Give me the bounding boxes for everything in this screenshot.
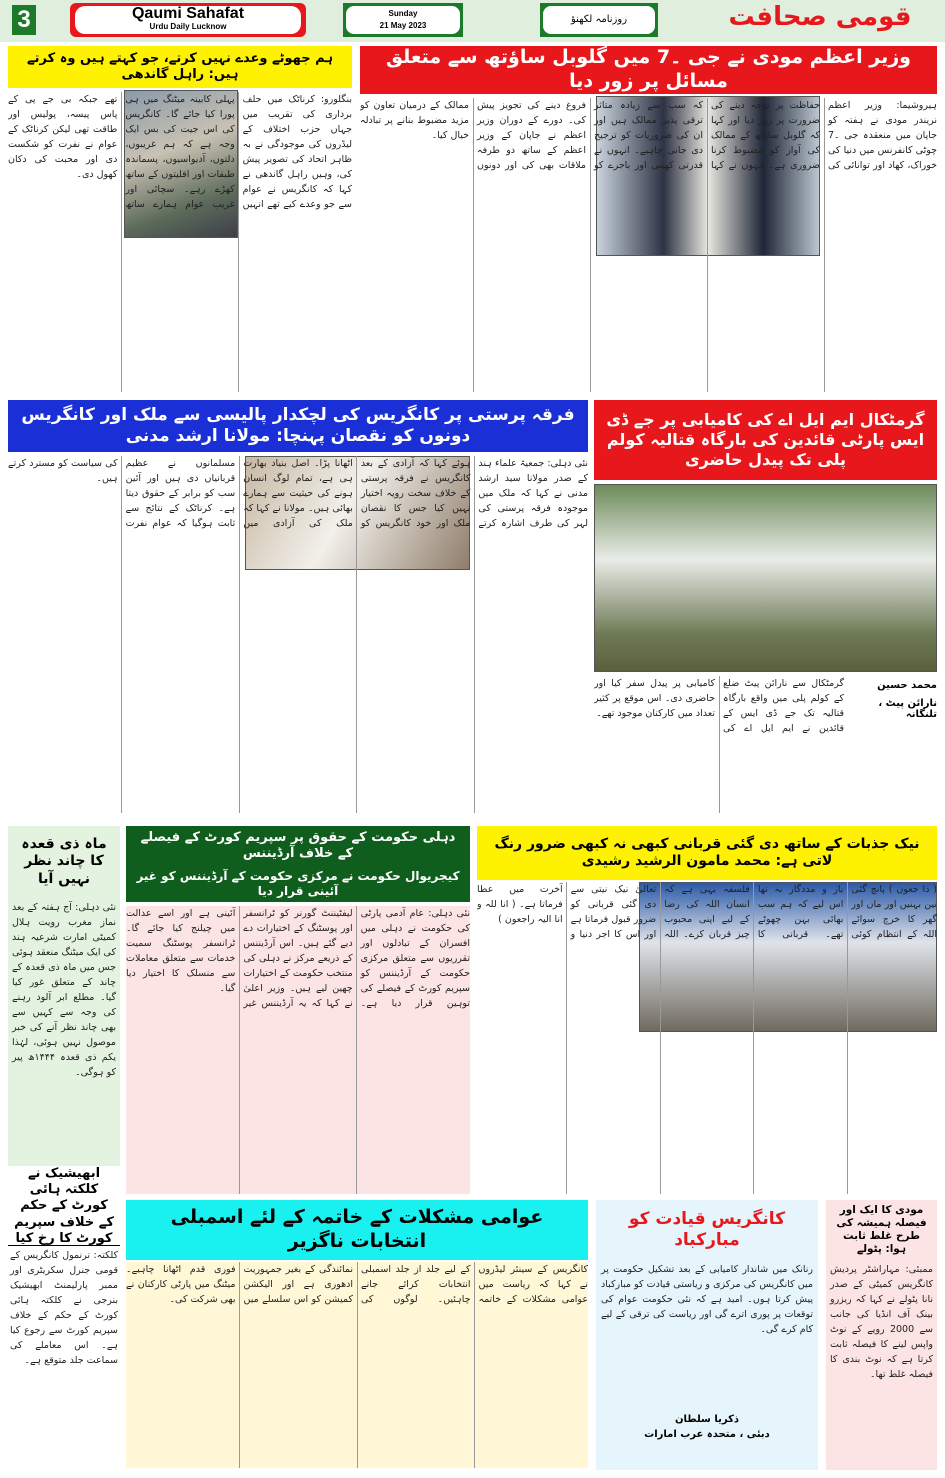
headline: دہلی حکومت کے حقوق پر سپریم کورٹ کے فیصلے کے خلاف آرڈیننس <box>126 826 470 866</box>
urdu-tag-box <box>540 3 658 37</box>
headline: فرقہ پرستی پر کانگریس کی لچکدار پالیسی سے ملک اور کانگریس دونوں کو نقصان پہنچا: مولانا ارشد مدنی <box>8 400 588 452</box>
headline: کانگریس قیادت کو مبارکباد <box>628 1208 786 1250</box>
article-delhi-ordinance <box>126 826 470 1196</box>
title-en: Qaumi Sahafat <box>131 5 245 22</box>
article-rahul-gandhi <box>8 46 352 394</box>
article-body: گرمٹکال سے نارائن پیٹ ضلع کے کولم پلی میں واقع بارگاہ قتالیہ تک جے ڈی ایس کے قائدین نے ایم ایل اے کی کامیابی پر پیدل سفر کیا اور حاضری دی۔ اس موقع پر کثیر تعداد میں کارکنان موجود تھے۔ <box>594 678 844 734</box>
photo-jds-group <box>594 484 937 672</box>
headline: مودی کا ایک اور فیصلہ ہمیشہ کی طرح غلط ثابت ہوا: پٹولے <box>836 1203 927 1256</box>
day: Sunday <box>388 9 418 18</box>
article-assembly-elections <box>126 1200 588 1470</box>
headline: نیک جذبات کے ساتھ دی گئی قربانی کبھی نہ کبھی ضرور رنگ لاتی ہے: محمد مامون الرشید رشیدی <box>477 826 937 880</box>
article-moon-sighting <box>8 826 120 1166</box>
article-body: ممبئی: مہاراشٹر پردیش کانگریس کمیٹی کے صدر نانا پٹولے نے کہا کہ ریزرو بینک آف انڈیا کی جانب سے 2000 روپے کے نوٹ واپس لینے کا فیصلہ ثابت کرتا ہے کہ نوٹ بندی کا فیصلہ غلط تھا۔ <box>830 1264 934 1380</box>
headline: وزیر اعظم مودی نے جی ۔7 میں گلوبل ساؤتھ سے متعلق مسائل پر زور دیا <box>360 46 937 94</box>
article-jds-padyatra <box>594 400 937 815</box>
article-body: نئی دہلی: جمعیۃ علماء ہند کے صدر مولانا سید ارشد مدنی نے کہا کہ ملک میں موجودہ فرقہ پرستی کی لہر کی طرف اشارہ کرتے ہوئے کہا کہ آزادی کے بعد کانگریس نے فرقہ پرستی کے خلاف سخت رویہ اختیار نہیں کیا جس کا نقصان ملک اور خود کانگریس کو اٹھانا پڑا۔ اصل بنیاد بھارت ہی ہے، تمام لوگ انسان ہونے کی حیثیت سے ہمارے بھائی ہیں۔ مولانا نے کہا کہ ملک کی آزادی میں مسلمانوں نے عظیم قربانیاں دی ہیں اور آئین سب کو برابر کے حقوق دیتا ہے۔ کرناٹک کے نتائج سے ثابت ہوگیا کہ عوام نفرت کی سیاست کو مسترد کرتے ہیں۔ <box>8 458 588 529</box>
masthead <box>0 0 945 42</box>
headline: ابھیشیک نے کلکتہ ہائی کورٹ کے حکم کے خلاف سپریم کورٹ کا رخ کیا <box>8 1168 120 1246</box>
article-abhishek <box>8 1165 120 1468</box>
article-body: نئی دہلی: آج ہفتہ کے بعد نماز مغرب رویت ہلال کمیٹی امارت شرعیہ ہند کی ایک میٹنگ منعقد ہوئی جس میں ماہ ذی قعدہ کے چاند کے متعلق غور کیا گیا۔ مطلع ابر آلود رہنے کی وجہ سے کہیں سے بھی چاند نظر آنے کی خبر موصول نہیں ہوئی، لہٰذا یکم ذی قعدہ ۱۴۴۴ھ پیر کو ہوگی۔ <box>12 902 116 1078</box>
article-body: ہیروشیما: وزیر اعظم نریندر مودی نے ہفتہ کو جاپان میں منعقدہ جی ۔7 چوٹی کانفرنس میں دنیا کی خوراک، کھاد اور توانائی کی حفاظت پر توجہ دینے کی ضرورت پر زور دیا اور کہا کہ گلوبل ساؤتھ کے ممالک کی آواز کو مضبوط کرنا ضروری ہے۔ انہوں نے کہا کہ سب سے زیادہ متاثر ترقی پذیر ممالک ہیں اور ان کی ضروریات کو ترجیح دی جانی چاہیے۔ انہوں نے قدرتی کھیتی اور باجرے کو فروغ دینے کی تجویز پیش کی۔ دورے کے دوران وزیر اعظم نے جاپان کے وزیر اعظم کے ساتھ دو طرفہ ملاقات بھی کی اور دونوں ممالک کے درمیان تعاون کو مزید مضبوط بنانے پر تبادلہ خیال کیا۔ <box>360 100 937 171</box>
urdu-tag: روزنامہ لکھنؤ <box>543 6 655 34</box>
article-body: کلکتہ: ترنمول کانگریس کے قومی جنرل سکریٹری اور ممبر پارلیمنٹ ابھیشیک بنرجی نے کلکتہ ہائی کورٹ کے حکم کے خلاف سپریم کورٹ سے رجوع کیا ہے۔ اس معاملے کی سماعت جلد متوقع ہے۔ <box>10 1250 118 1366</box>
english-logo <box>70 3 306 37</box>
article-body: نئی دہلی: عام آدمی پارٹی کی حکومت نے دہلی میں افسران کے تبادلوں اور تقرریوں سے متعلق مرکزی حکومت کے آرڈیننس کو سپریم کورٹ کے فیصلے کی توہین قرار دیا ہے۔ لیفٹیننٹ گورنر کو ٹرانسفر اور پوسٹنگ کے اختیارات دے دیے گئے ہیں۔ اس آرڈیننس کے ذریعے مرکز نے دہلی کی منتخب حکومت کے اختیارات چھین لیے ہیں۔ وزیر اعلیٰ نے کہا کہ یہ آرڈیننس غیر آئینی ہے اور اسے عدالت میں چیلنج کیا جائے گا۔ ٹرانسفر پوسٹنگ سمیت خدمات سے متعلق معاملات سے منسلک کا اختیار دیا گیا۔ <box>126 906 470 1194</box>
article-modi-g7 <box>360 46 937 394</box>
reporter-name: محمد حسین <box>877 680 937 691</box>
title-ur: قومی صحافت <box>728 2 912 32</box>
article-mamoon-rashidi <box>477 826 937 1196</box>
headline: ہم جھوٹے وعدے نہیں کرتے، جو کہتے ہیں وہ کرتے ہیں: راہل گاندھی <box>8 46 352 88</box>
page-number: 3 <box>12 5 36 35</box>
author-name: ذکریا سلطان <box>674 1414 740 1425</box>
article-body: ( ذا جعون ) پانچ گئی تین بہنیں اور ماں اور گھر کا خرچ سوائے اللہ کے انتظام کوئی یار و مددگار نہ تھا اس لیے کہ ہم سب بھائی بہن چھوٹے تھے۔ قربانی کا فلسفہ یہی ہے کہ انسان اللہ کی رضا کے لیے اپنی محبوب چیز قربان کرے۔ اللہ تعالیٰ نیک نیتی سے دی گئی قربانی کو ضرور قبول فرماتا ہے اور اس کا اجر دنیا و آخرت میں عطا فرماتا ہے۔ ( انا للہ و انا الیہ راجعون ) <box>477 884 937 940</box>
date-box <box>343 3 463 37</box>
article-body: بنگلورو: کرناٹک میں حلف برداری کی تقریب میں جہاں حزب اختلاف کے لیڈروں کی موجودگی نے بہ ظاہر اتحاد کی تصویر پیش کی، وہیں راہل گاندھی نے کہا کہ کانگریس نے عوام سے جو وعدے کیے تھے انہیں پہلی کابینہ میٹنگ میں ہی پورا کیا جائے گا۔ کانگریس کی اس جیت کی بس ایک وجہ ہے کہ ہم غریبوں، دلتوں، آدیواسیوں، پسماندہ طبقات اور اقلیتوں کے ساتھ کھڑے رہے۔ سچائی اور غریب عوام ہمارے ساتھ تھے جبکہ بی جے پی کے پاس پیسہ، پولیس اور طاقت تھی لیکن کرناٹک کے عوام نے نفرت کو شکست دی اور محبت کی دکان کھول دی۔ <box>8 94 352 210</box>
date: 21 May 2023 <box>379 21 427 30</box>
reporter-place: نارائن پیٹ ، تلنگانہ <box>878 698 937 720</box>
headline: عوامی مشکلات کے خاتمہ کے لئے اسمبلی انتخابات ناگزیر <box>126 1200 588 1260</box>
article-congress-congrats <box>596 1200 818 1470</box>
article-body: کانگریس کے سینئر لیڈروں نے کہا کہ ریاست میں عوامی مشکلات کے خاتمہ کے لیے جلد از جلد اسمبلی انتخابات کرائے جانے چاہئیں۔ لوگوں کی نمائندگی کے بغیر جمہوریت ادھوری ہے اور الیکشن کمیشن کو اس سلسلے میں فوری قدم اٹھانا چاہیے۔ میٹنگ میں پارٹی کارکنان نے بھی شرکت کی۔ <box>126 1262 588 1468</box>
author-place: دبئی ، متحدہ عرب امارات <box>644 1429 770 1440</box>
article-arshad-madani <box>8 400 588 815</box>
headline: ماہ ذی قعدہ کا چاند نظر نہیں آیا <box>21 835 107 887</box>
subheadline: کیجریوال حکومت نے مرکزی حکومت کے آرڈیننس کو غیر آئینی قرار دیا <box>126 866 470 902</box>
article-body: رنانک میں شاندار کامیابی کے بعد تشکیل حکومت پر میں کانگریس کی مرکزی و ریاستی قیادت کو مبارکباد پیش کرتا ہوں۔ امید ہے کہ نئی حکومت عوام کی توقعات پر پوری اترے گی اور ریاست کی ترقی کے لیے کام کرے گی۔ <box>601 1264 813 1335</box>
headline: گرمٹکال ایم ایل اے کی کامیابی پر جے ڈی ایس پارٹی قائدین کی بارگاہ قتالیہ کولم پلی تک پیدل حاضری <box>594 400 937 480</box>
subtitle-en: Urdu Daily Lucknow <box>149 22 227 31</box>
article-patole <box>826 1200 937 1470</box>
